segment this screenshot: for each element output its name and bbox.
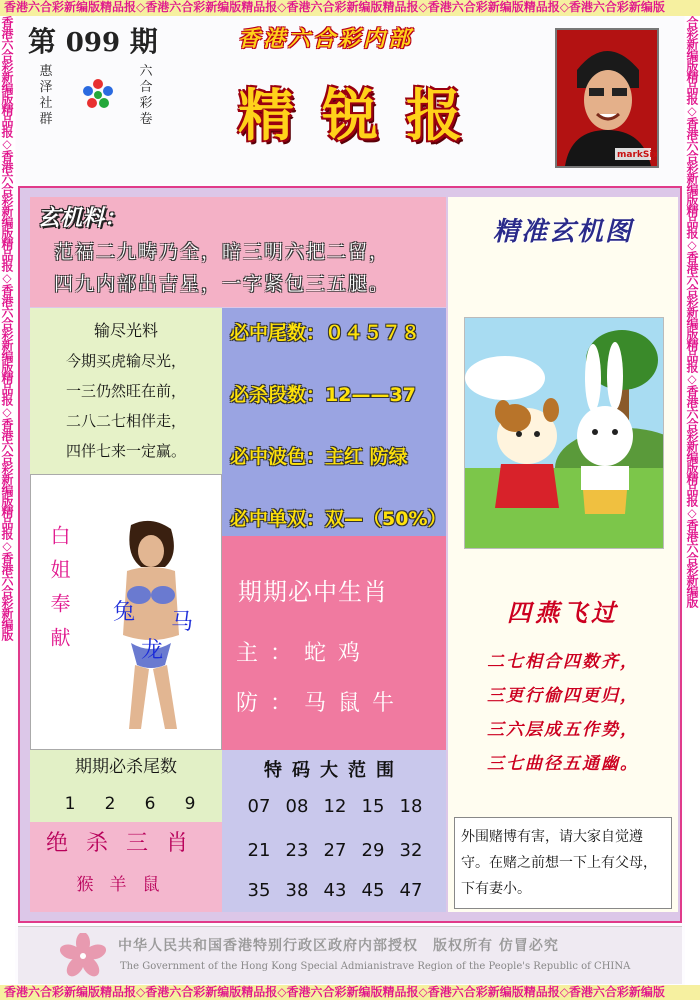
range-number: 47 — [399, 880, 423, 901]
bottom-marquee — [0, 985, 700, 1000]
kill-tail-title: 期期必杀尾数 — [75, 757, 177, 777]
range-number: 29 — [361, 840, 385, 861]
stat-segment: 必杀段数：12——37 — [230, 384, 416, 406]
mystery-line-1: 范福二九畴乃全，暗三明六把二留， — [54, 241, 391, 263]
poem-line: 四伴七来一定赢。 — [65, 442, 186, 460]
figure-word-b: 马 — [171, 610, 194, 635]
lottery-balls-icon — [82, 78, 114, 110]
bauhinia-emblem-icon — [60, 933, 106, 979]
range-number: 12 — [323, 796, 347, 817]
right-marquee-text: 合彩新编版精品报◇香港六合彩新编版精品报◇香港六合彩新编版精品报◇香港六合彩新编版精品报◇香港六合彩新编版 — [685, 16, 699, 607]
zodiac-guard: 防：马鼠牛 — [236, 691, 407, 716]
mystery-label: 玄机料： — [38, 206, 127, 231]
right-verse-line: 二七相合四数齐， — [487, 652, 639, 672]
special-range-row — [240, 840, 430, 861]
zodiac-panel — [222, 536, 446, 750]
range-number: 27 — [323, 840, 347, 861]
footer-english-text: The Government of the Hong Kong Special Admianistrave Region of the People's Republic of CHINA — [120, 961, 631, 972]
issue-suffix: 期 — [129, 25, 158, 58]
special-range-panel — [222, 750, 446, 912]
page-title: 精锐报 — [238, 84, 490, 149]
logo-right-text: 六合彩卷 — [139, 64, 153, 127]
kill-three-title: 绝杀三肖 — [45, 831, 206, 856]
right-column — [448, 197, 678, 912]
issue-number — [28, 20, 158, 60]
right-verse-line: 三更行偷四更归， — [487, 686, 639, 706]
left-marquee-text: 香港六合彩新编版精品报◇香港六合彩新编版精品报◇香港六合彩新编版精品报◇香港六合彩新编版精品报◇香港六合彩新编版 — [0, 16, 14, 640]
kill-three-panel — [30, 822, 222, 912]
special-range-row — [240, 796, 430, 817]
left-marquee — [0, 16, 15, 985]
range-number: 32 — [399, 840, 423, 861]
kill-tail-number: 6 — [144, 794, 156, 814]
stat-color: 必中波色：主红 防绿 — [230, 446, 408, 468]
right-verse-line: 三七曲径五通幽。 — [487, 754, 639, 774]
poem-panel — [30, 308, 222, 474]
figure-word-a: 兔 — [113, 600, 136, 625]
right-marquee — [685, 16, 700, 985]
range-number: 43 — [323, 880, 347, 901]
range-number: 38 — [285, 880, 309, 901]
range-number: 15 — [361, 796, 385, 817]
four-swallows-heading: 四燕飞过 — [507, 599, 619, 627]
right-verse-line: 三六层成五作势， — [487, 720, 639, 740]
poem-line: 二八二七相伴走， — [65, 412, 186, 430]
logo — [38, 64, 156, 128]
kill-tail-number: 9 — [184, 794, 196, 814]
poem-line: 今期买虎输尽光， — [65, 352, 186, 370]
subtitle: 香港六合彩内部 — [238, 27, 414, 52]
range-number: 21 — [247, 840, 271, 861]
issue-value: 099 — [65, 28, 121, 58]
poem-line: 一三仍然旺在前， — [65, 382, 186, 400]
footer — [18, 926, 682, 984]
portrait-image — [557, 30, 657, 166]
stat-parity: 必中单双：双—（50%） — [230, 508, 447, 530]
kill-tail-numbers — [50, 794, 210, 814]
special-range-row — [240, 880, 430, 901]
top-marquee-text: 香港六合彩新编版精品报◇香港六合彩新编版精品报◇香港六合彩新编版精品报◇香港六合彩新编版精品报◇香港六合彩新编版 — [4, 0, 665, 14]
range-number: 18 — [399, 796, 423, 817]
cartoon-dog-rabbit-image — [465, 318, 664, 549]
mystery-picture-title: 精准玄机图 — [492, 217, 633, 247]
range-number: 35 — [247, 880, 271, 901]
kill-three-animals: 猴羊鼠 — [76, 875, 176, 895]
range-number: 45 — [361, 880, 385, 901]
kill-tail-number: 2 — [104, 794, 116, 814]
gambling-notice: 外围赌博有害，请大家自觉遵守。在赌之前想一下上有父母，下有妻小。 — [454, 817, 672, 909]
kill-tail-panel — [30, 750, 222, 822]
cartoon-picture — [464, 317, 664, 549]
mystery-line-2: 四九内部出吉星，一字紧包三五腿。 — [54, 273, 391, 295]
range-number: 07 — [247, 796, 271, 817]
stats-panel — [222, 308, 446, 536]
logo-left-text: 惠泽社群 — [39, 64, 53, 127]
issue-prefix: 第 — [28, 25, 57, 58]
footer-chinese-text: 中华人民共和国香港特别行政区政府内部授权 版权所有 仿冒必究 — [118, 938, 559, 954]
bottom-marquee-text: 香港六合彩新编版精品报◇香港六合彩新编版精品报◇香港六合彩新编版精品报◇香港六合彩新编版精品报◇香港六合彩新编版 — [4, 985, 665, 999]
svg-text:markSix: markSix — [617, 150, 657, 160]
portrait-photo — [555, 28, 659, 168]
poem-title: 输尽光料 — [93, 321, 158, 340]
kill-tail-number: 1 — [64, 794, 76, 814]
range-number: 08 — [285, 796, 309, 817]
mystery-panel — [30, 197, 446, 307]
figure-word-c: 龙 — [141, 638, 164, 663]
range-number: 23 — [285, 840, 309, 861]
zodiac-title: 期期必中生肖 — [238, 578, 388, 606]
zodiac-main: 主：蛇鸡 — [236, 641, 373, 666]
header — [16, 16, 684, 184]
figure-panel — [30, 474, 222, 750]
stat-tail: 必中尾数：０４５７８ — [230, 322, 421, 344]
top-marquee — [0, 0, 700, 16]
special-range-title: 特码大范围 — [264, 760, 404, 781]
figure-side-text: 白姐奉献 — [47, 525, 71, 661]
